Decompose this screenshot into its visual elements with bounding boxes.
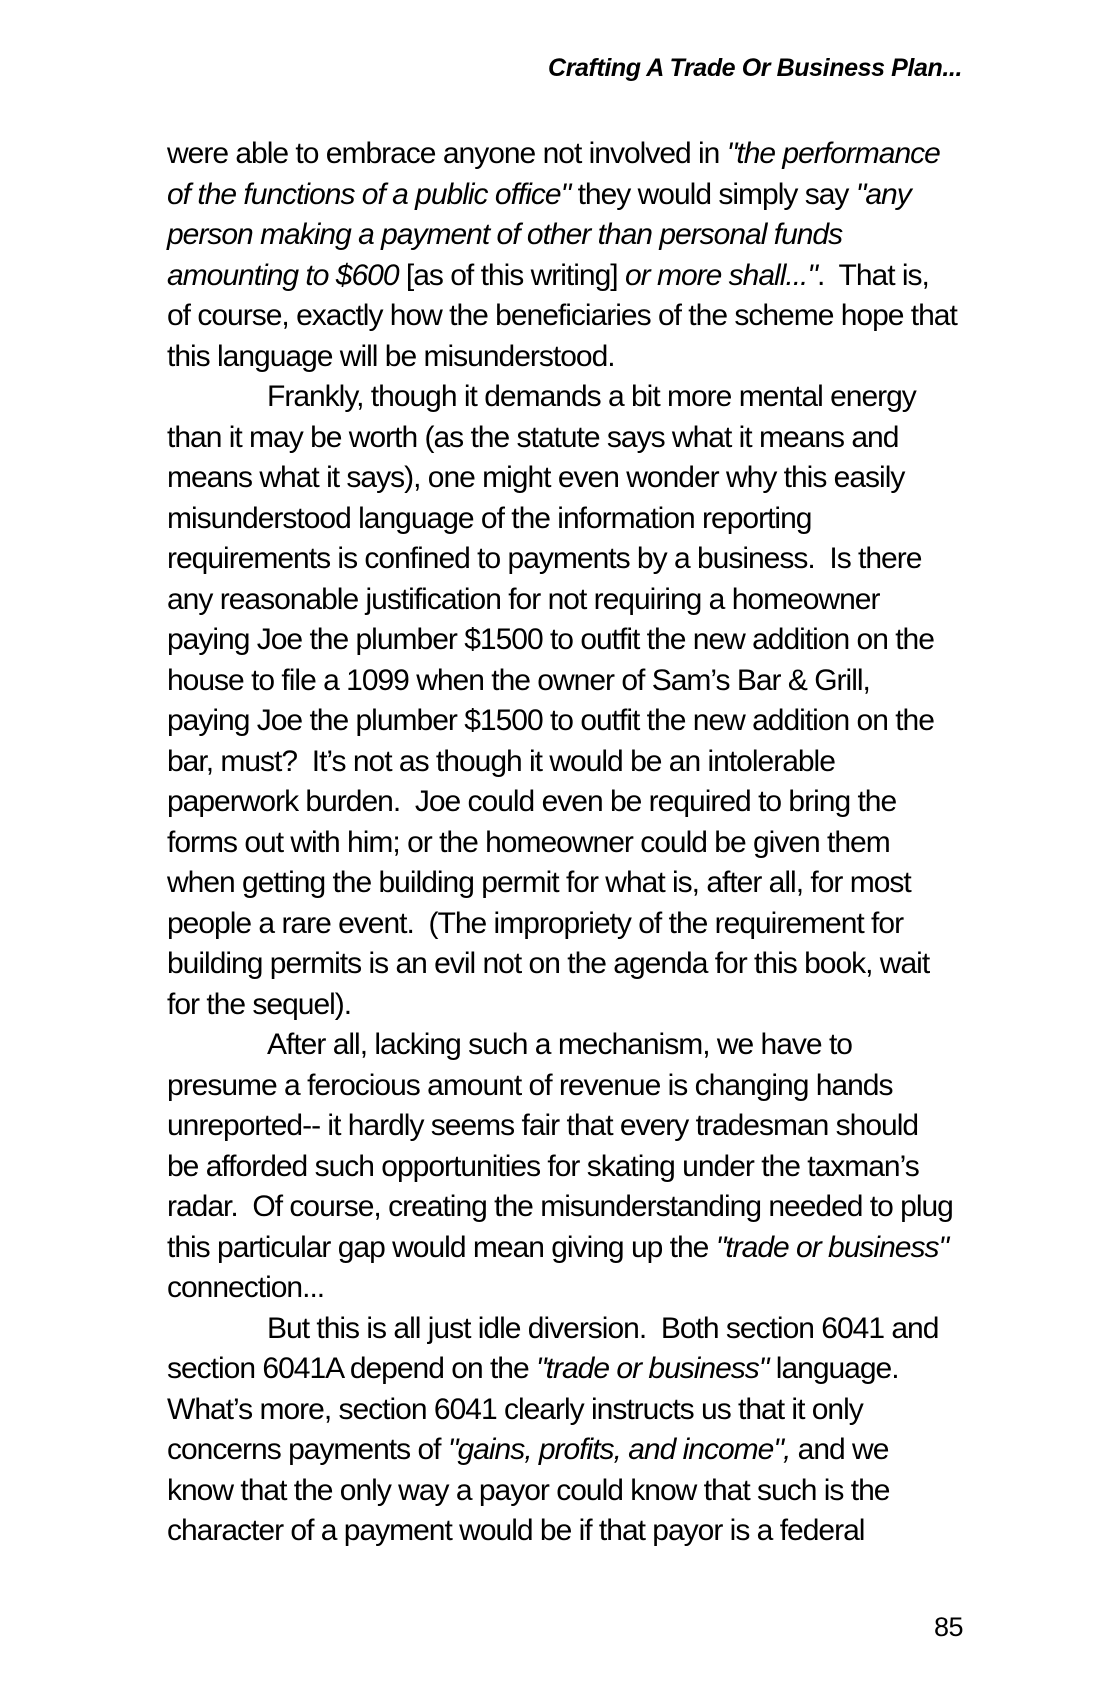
italic-text-segment: "the performance [726,137,940,170]
text-line [167,742,997,783]
text-segment: radar. Of course, creating the misunderstanding needed to plug [167,1190,953,1223]
text-line [167,337,997,378]
text-segment: paperwork burden. Joe could even be required to bring the [167,785,897,818]
text-segment: for the sequel). [167,987,352,1021]
text-segment: concerns payments of [167,1433,448,1466]
text-segment: misunderstood language of the information reporting [167,501,812,535]
text-line [167,1511,997,1552]
text-segment: than it may be worth (as the statute says what it means and [167,420,899,454]
text-segment: means what it says), one might even wonder why this easily [167,461,905,494]
text-segment: After all, lacking such a mechanism, we have to [267,1028,852,1061]
text-segment: . That is, [817,258,929,292]
text-line [167,418,997,459]
text-line [167,1025,997,1066]
text-segment: of course, exactly how the beneficiaries of the scheme hope that [167,299,957,332]
text-segment: unreported-- it hardly seems fair that every tradesman should [167,1109,919,1142]
text-line [167,1309,997,1350]
text-segment: Frankly, though it demands a bit more mental energy [267,380,916,413]
text-segment: What’s more, section 6041 clearly instructs us that it only [167,1392,863,1426]
text-segment: character of a payment would be if that payor is a federal [167,1514,865,1547]
italic-text-segment: "any [855,177,911,211]
text-line [167,1349,997,1390]
text-segment: this particular gap would mean giving up the [167,1230,716,1264]
text-segment: presume a ferocious amount of revenue is changing hands [167,1068,893,1102]
running-header: Crafting A Trade Or Business Plan... [548,54,962,82]
page-number: 85 [934,1612,964,1642]
text-segment: section 6041A depend on the [167,1352,537,1385]
text-segment: requirements is confined to payments by a business. Is there [167,542,922,575]
text-line [167,782,997,823]
text-line [167,256,997,297]
text-line [167,296,997,337]
text-line [167,661,997,702]
text-line [167,904,997,945]
text-line [167,823,997,864]
text-line [167,1106,997,1147]
text-segment: people a rare event. (The impropriety of the requirement for [167,906,904,940]
text-segment: paying Joe the plumber $1500 to outfit the new addition on the [167,623,934,656]
italic-text-segment: "trade or business" [715,1230,949,1264]
text-segment: language. [775,1352,899,1385]
text-segment: know that the only way a payor could know that such is the [167,1473,890,1507]
text-line [167,863,997,904]
text-segment: this language will be misunderstood. [167,339,615,373]
text-line [167,458,997,499]
text-segment: they would simply say [577,177,856,211]
text-segment: paying Joe the plumber $1500 to outfit the new addition on the [167,704,934,737]
text-line [167,1430,997,1471]
text-segment: But this is all just idle diversion. Both section 6041 and [267,1311,939,1345]
text-line [167,944,997,985]
italic-text-segment: person making a payment of other than personal funds [167,218,843,251]
text-line [167,134,997,175]
text-segment: [as of this writing] [405,258,625,292]
text-line [167,539,997,580]
text-line [167,1471,997,1512]
text-segment: and we [790,1433,889,1466]
text-line [167,985,997,1026]
text-segment: connection... [167,1271,325,1304]
body-text [167,134,997,1552]
text-line [167,1147,997,1188]
text-line [167,580,997,621]
italic-text-segment: amounting to $600 [167,258,406,292]
text-line [167,1187,997,1228]
text-segment: be afforded such opportunities for skating under the taxman’s [167,1149,919,1183]
text-line [167,1066,997,1107]
text-segment: were able to embrace anyone not involved in [167,137,727,170]
text-segment: building permits is an evil not on the agenda for this book, wait [167,947,930,980]
text-line [167,175,997,216]
text-segment: bar, must? It’s not as though it would be an intolerable [167,744,835,778]
text-line [167,620,997,661]
text-line [167,377,997,418]
italic-text-segment: or more shall..." [624,258,818,292]
text-segment: any reasonable justification for not requiring a homeowner [167,582,880,616]
italic-text-segment: of the functions of a public office" [167,177,578,211]
italic-text-segment: "gains, profits, and income", [447,1433,791,1466]
text-line [167,1390,997,1431]
text-line [167,215,997,256]
text-line [167,499,997,540]
italic-text-segment: "trade or business" [536,1352,776,1385]
text-line [167,1228,997,1269]
text-segment: when getting the building permit for what is, after all, for most [167,866,911,899]
text-segment: forms out with him; or the homeowner could be given them [167,825,890,859]
text-line [167,1268,997,1309]
text-line [167,701,997,742]
text-segment: house to file a 1099 when the owner of Sam’s Bar & Grill, [167,663,870,697]
